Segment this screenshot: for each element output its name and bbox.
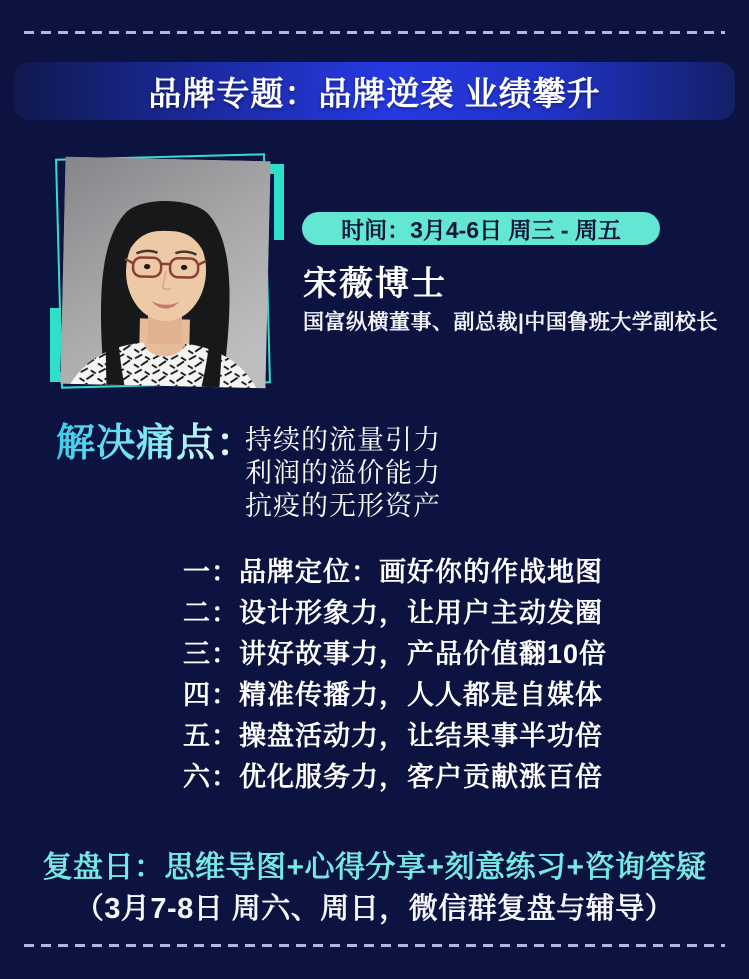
curriculum-item: 四：精准传播力，人人都是自媒体 [183,680,603,710]
curriculum-item: 三：讲好故事力，产品价值翻10倍 [183,639,608,669]
speaker-name: 宋薇博士 [303,265,447,303]
pain-point-item: 持续的流量引力 [245,425,441,455]
pain-point-item: 利润的溢价能力 [245,458,441,488]
time-badge-text: 时间：3月4-6日 周三 - 周五 [341,217,621,243]
bottom-dashed-divider [24,944,725,947]
speaker-title-line: 国富纵横董事、副总裁|中国鲁班大学副校长 [303,311,718,334]
pain-points-label: 解决痛点： [56,412,256,468]
curriculum-item: 五：操盘活动力，让结果事半功倍 [183,721,603,751]
review-schedule-line: （3月7-8日 周六、周日，微信群复盘与辅导） [74,893,675,925]
speaker-photo-block [48,146,286,394]
time-badge [302,212,660,245]
top-dashed-divider [24,31,725,34]
banner-title: 品牌专题：品牌逆袭 业绩攀升 [148,74,601,112]
review-day-line: 复盘日：思维导图+心得分享+刻意练习+咨询答疑 [42,851,707,884]
curriculum-item: 六：优化服务力，客户贡献涨百倍 [183,762,603,792]
curriculum-item: 一：品牌定位：画好你的作战地图 [183,557,603,587]
curriculum-item: 二：设计形象力，让用户主动发圈 [183,598,603,628]
speaker-photo [60,157,270,389]
pain-point-item: 抗疫的无形资产 [245,491,441,521]
pain-points-list [245,424,441,523]
curriculum-list [183,552,607,798]
header-banner [14,62,735,120]
